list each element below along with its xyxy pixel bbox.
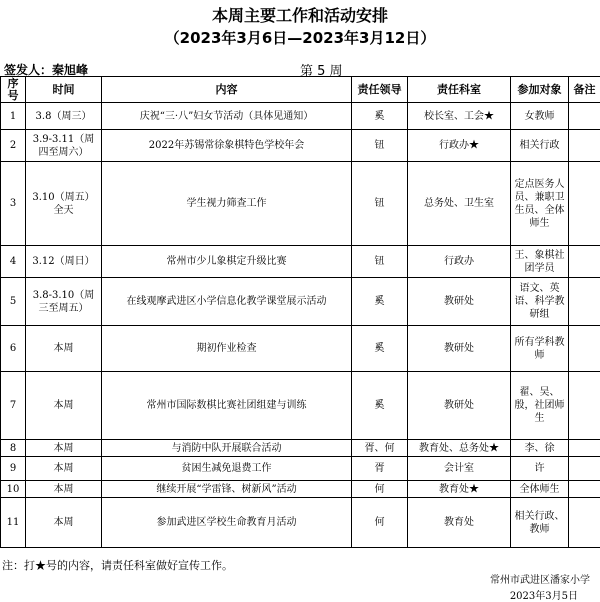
cell-content: 期初作业检查 <box>102 326 352 372</box>
issue-date: 2023年3月5日 <box>509 591 578 602</box>
cell-target: 语文、英语、科学教研组 <box>511 278 569 326</box>
header-content: 内容 <box>102 77 352 103</box>
table-row <box>1 278 600 326</box>
cell-no: 2 <box>1 130 26 162</box>
cell-content: 庆祝“三·八”妇女节活动（具体见通知） <box>102 103 352 130</box>
cell-dept: 教育处★ <box>408 481 511 498</box>
cell-note <box>569 440 600 457</box>
table-row <box>1 130 600 162</box>
cell-note <box>569 130 600 162</box>
cell-leader: 奚 <box>352 278 408 326</box>
cell-target: 相关行政 <box>511 130 569 162</box>
table-row <box>1 372 600 440</box>
schedule-table <box>0 76 600 548</box>
cell-content: 参加武进区学校生命教育月活动 <box>102 498 352 548</box>
cell-no: 1 <box>1 103 26 130</box>
cell-time: 3.12（周日） <box>26 246 102 278</box>
cell-no: 4 <box>1 246 26 278</box>
cell-note <box>569 481 600 498</box>
cell-no: 10 <box>1 481 26 498</box>
cell-note <box>569 326 600 372</box>
cell-target: 相关行政、教师 <box>511 498 569 548</box>
cell-note <box>569 103 600 130</box>
cell-time: 本周 <box>26 326 102 372</box>
cell-target: 李、徐 <box>511 440 569 457</box>
cell-content: 贫困生减免退费工作 <box>102 457 352 481</box>
cell-note <box>569 372 600 440</box>
week-label: 第 5 周 <box>300 64 343 79</box>
header-time: 时间 <box>26 77 102 103</box>
cell-target: 女教师 <box>511 103 569 130</box>
cell-content: 与消防中队开展联合活动 <box>102 440 352 457</box>
cell-dept: 教育处 <box>408 498 511 548</box>
cell-no: 9 <box>1 457 26 481</box>
cell-content: 在线观摩武进区小学信息化教学课堂展示活动 <box>102 278 352 326</box>
cell-dept: 教研处 <box>408 372 511 440</box>
cell-target: 所有学科教师 <box>511 326 569 372</box>
page-title: 本周主要工作和活动安排 <box>211 6 388 25</box>
cell-time: 本周 <box>26 457 102 481</box>
cell-no: 3 <box>1 162 26 246</box>
table-row <box>1 246 600 278</box>
header-target: 参加对象 <box>511 77 569 103</box>
cell-leader: 胥、何 <box>352 440 408 457</box>
cell-dept: 教研处 <box>408 326 511 372</box>
cell-content: 常州市国际数棋比赛社团组建与训练 <box>102 372 352 440</box>
cell-leader: 奚 <box>352 372 408 440</box>
cell-no: 6 <box>1 326 26 372</box>
cell-dept: 行政办★ <box>408 130 511 162</box>
header-note: 备注 <box>569 77 600 103</box>
header-leader: 责任领导 <box>352 77 408 103</box>
cell-note <box>569 457 600 481</box>
table-row <box>1 103 600 130</box>
cell-no: 8 <box>1 440 26 457</box>
cell-leader: 何 <box>352 481 408 498</box>
cell-note <box>569 278 600 326</box>
cell-time: 3.8-3.10（周三至周五） <box>26 278 102 326</box>
cell-leader: 何 <box>352 498 408 548</box>
table-row <box>1 326 600 372</box>
cell-time: 3.10（周五）全天 <box>26 162 102 246</box>
cell-target: 许 <box>511 457 569 481</box>
cell-leader: 胥 <box>352 457 408 481</box>
table-row <box>1 498 600 548</box>
cell-dept: 教育处、总务处★ <box>408 440 511 457</box>
header-row <box>1 77 600 103</box>
cell-note <box>569 498 600 548</box>
cell-content: 学生视力筛查工作 <box>102 162 352 246</box>
cell-content: 继续开展“学雷锋、树新风”活动 <box>102 481 352 498</box>
cell-content: 常州市少儿象棋定升级比赛 <box>102 246 352 278</box>
cell-time: 3.8（周三） <box>26 103 102 130</box>
cell-dept: 总务处、卫生室 <box>408 162 511 246</box>
cell-no: 11 <box>1 498 26 548</box>
cell-time: 本周 <box>26 481 102 498</box>
cell-target: 全体师生 <box>511 481 569 498</box>
cell-leader: 钮 <box>352 162 408 246</box>
cell-time: 本周 <box>26 440 102 457</box>
signer-label: 签发人： <box>4 63 53 77</box>
cell-target: 翟、吴、殷，社团师生 <box>511 372 569 440</box>
cell-leader: 钮 <box>352 130 408 162</box>
header-dept: 责任科室 <box>408 77 511 103</box>
footnote: 注：打★号的内容，请责任科室做好宣传工作。 <box>2 559 233 572</box>
signer-name: 秦旭峰 <box>52 63 89 77</box>
cell-no: 7 <box>1 372 26 440</box>
cell-target: 定点医务人员、兼职卫生员、全体师生 <box>511 162 569 246</box>
cell-dept: 会计室 <box>408 457 511 481</box>
table-row <box>1 440 600 457</box>
table-row <box>1 162 600 246</box>
table-row <box>1 457 600 481</box>
cell-dept: 行政办 <box>408 246 511 278</box>
school-name: 常州市武进区潘家小学 <box>490 575 590 586</box>
cell-time: 3.9-3.11（周四至周六） <box>26 130 102 162</box>
cell-time: 本周 <box>26 498 102 548</box>
cell-time: 本周 <box>26 372 102 440</box>
page-subtitle: （2023年3月6日—2023年3月12日） <box>164 29 436 47</box>
cell-leader: 奚 <box>352 326 408 372</box>
cell-dept: 校长室、工会★ <box>408 103 511 130</box>
cell-target: 王、象棋社团学员 <box>511 246 569 278</box>
cell-content: 2022年苏锡常徐象棋特色学校年会 <box>102 130 352 162</box>
cell-leader: 钮 <box>352 246 408 278</box>
header-no: 序号 <box>1 77 26 103</box>
cell-dept: 教研处 <box>408 278 511 326</box>
cell-note <box>569 162 600 246</box>
cell-leader: 奚 <box>352 103 408 130</box>
cell-note <box>569 246 600 278</box>
cell-no: 5 <box>1 278 26 326</box>
table-row <box>1 481 600 498</box>
